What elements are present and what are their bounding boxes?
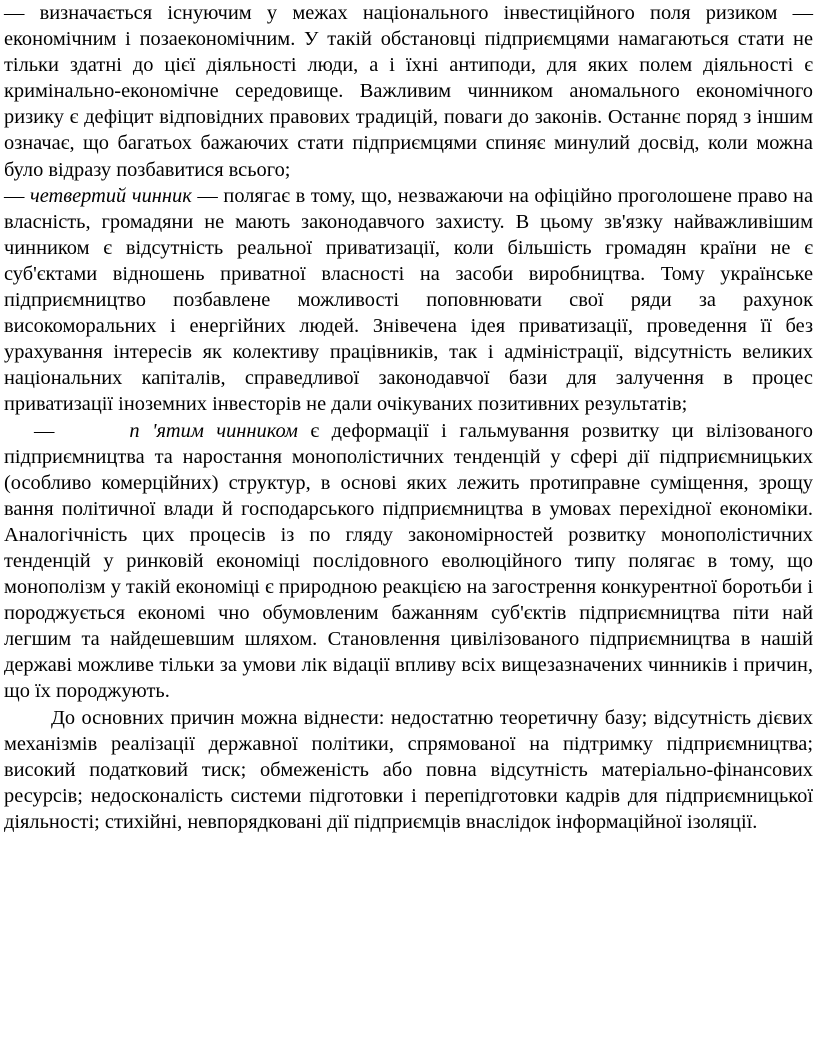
dash-marker: — xyxy=(4,2,40,24)
dash-marker: — xyxy=(4,184,31,207)
paragraph-text: — полягає в тому, що, незважаючи на офіційно проголошене право на власність, громадяни не мають законодавчого захисту. В цьому зв'язку найважливішим чинником є відсутність реальної приватизації, коли більшість громадян країни не є суб'єктами відношень приватної власності на засоби виробництва. Тому українське підприємництво позбавлене можливості поповнювати свої ряди за рахунок високоморальних і енергійних людей. Знівечена ідея приватизації, проведення її без урахування інтересів як колективу працівників, так і адміністрації, відсутність великих національних капіталів, справедливої законодавчої бази для залучення в процес приватизації іноземних інвесторів не дали очікуваних позитивних результатів; xyxy=(4,184,813,416)
paragraph-fifth-factor xyxy=(4,418,813,705)
paragraph-risk-factor xyxy=(4,0,813,183)
paragraph-text: До основних причин можна віднести: недостатню теоретичну базу; відсутність дієвих механізмів реалізації державної політики, спрямованої на підтримку підприємництва; високий податковий тиск; обмеженість або повна відсутність матеріально-фінансових ресурсів; недосконалість системи підготовки і перепідготовки кадрів для підприємницької діяльності; стихійні, невпорядковані дії підприємців внаслідок інформаційної ізоляції. xyxy=(4,706,813,833)
paragraph-text: є деформації і гальмування розвитку ци вілізованого підприємництва та наростання монополістичних тенденцій у сфері дії підприємницьких (особливо комерційних) структур, в основі яких лежить протиправне суміщення, зрощу вання політичної влади й господарського підприємництва в умовах перехідної економіки. Аналогічність цих процесів із по гляду закономірностей розвитку монополістичних тенденцій у ринковій економіці послідовного еволюційного типу полягає в тому, що монополізм у такій економіці є природною реакцією на загострення конкурентної боротьби і породжується економі чно обумовленим бажанням суб'єктів підприємництва піти най легшим та найдешевшим шляхом. Становлення цивілізованого підприємництва в нашій державі можливе тільки за умови лік відації впливу всіх вищезазначених чинників і причин, що їх породжують. xyxy=(4,419,813,703)
factor-term: п 'ятим чинником xyxy=(129,419,298,442)
paragraph-main-causes xyxy=(4,705,813,835)
paragraph-text: визначається існуючим у межах національного інвестиційного поля ризиком — економічним і позаекономічним. У такій обстановці підприємцями намагаються стати не тільки здатні до цієї діяльності люди, а і їхні антиподи, для яких полем діяльності є кримінально-економічне середовище. Важливим чинником аномального економічного ризику є дефіцит відповідних правових традицій, поваги до законів. Останнє поряд з іншим означає, що багатьох бажаючих стати підприємцями спиняє минулий досвід, коли можна було відразу позбавитися всього; xyxy=(4,2,813,181)
paragraph-fourth-factor xyxy=(4,183,813,418)
dash-marker: — xyxy=(34,419,130,442)
factor-term: четвертий чинник xyxy=(30,184,192,207)
